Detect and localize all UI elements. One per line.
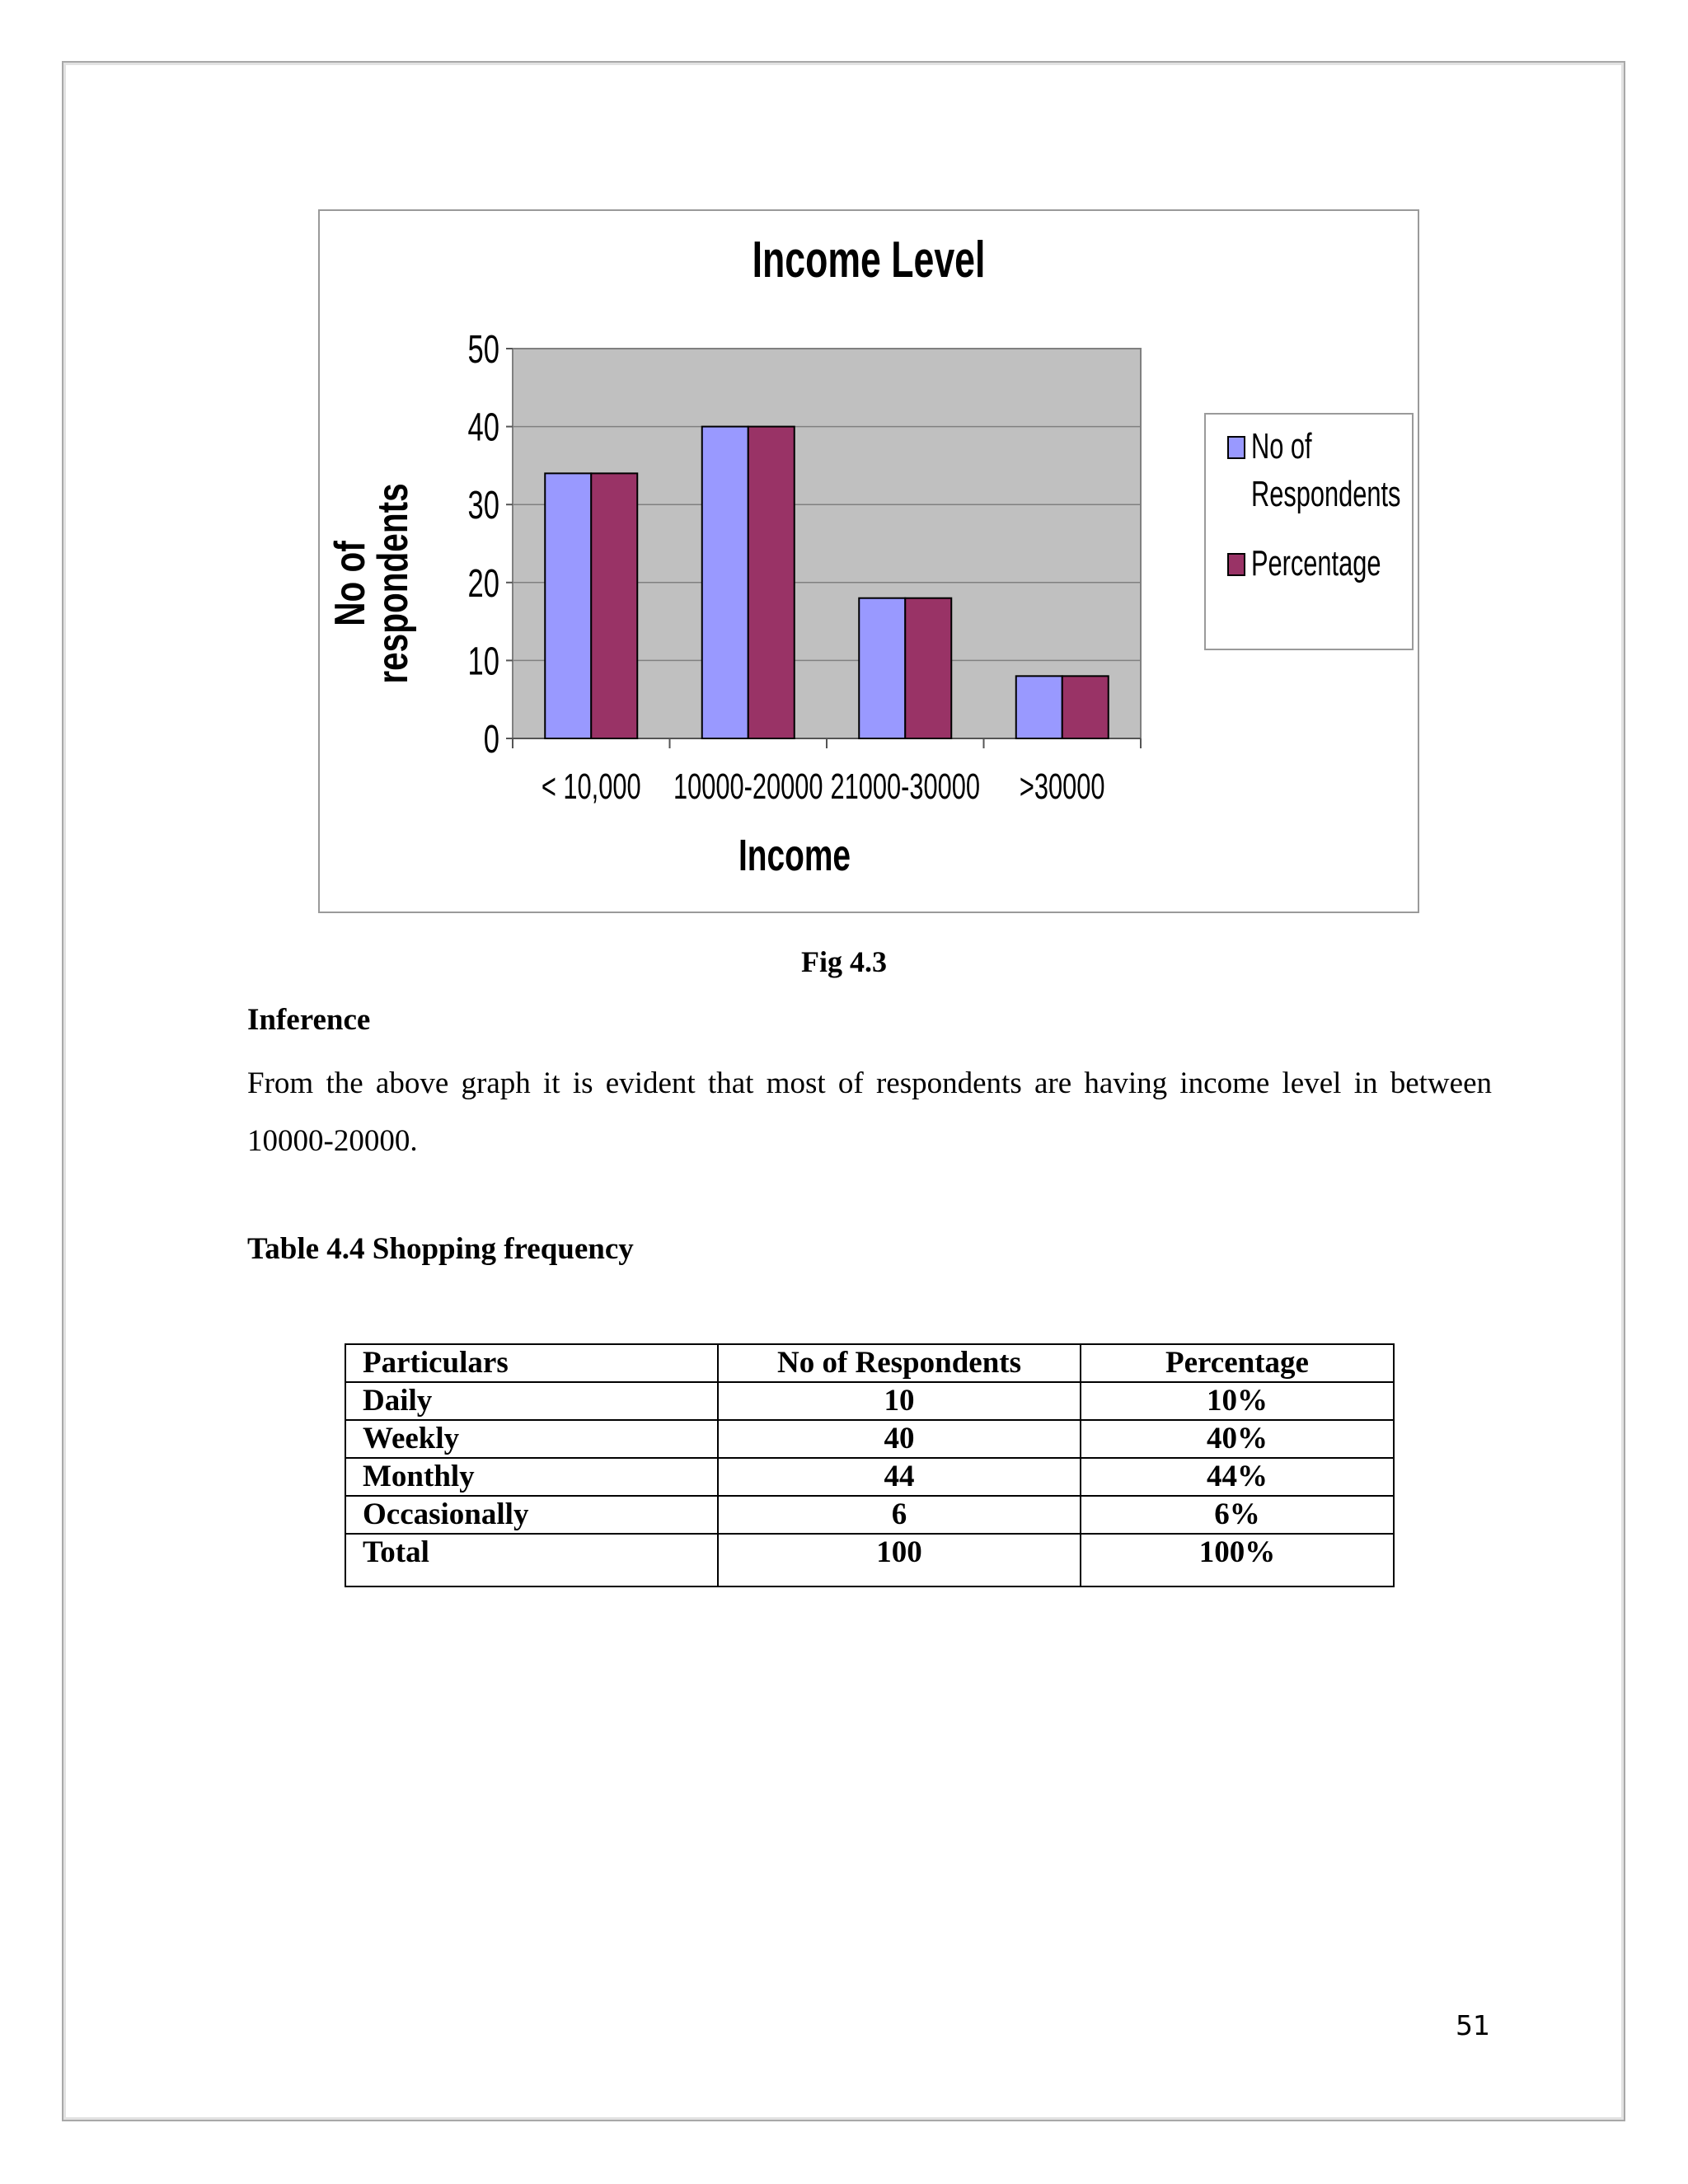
legend-label: Respondents xyxy=(1251,474,1401,515)
y-axis-title xyxy=(326,483,416,683)
x-tick-label: >30000 xyxy=(1019,766,1105,808)
table-header-cell: No of Respondents xyxy=(718,1344,1081,1382)
y-tick-label: 10 xyxy=(467,638,499,683)
page-number: 51 xyxy=(1456,2009,1490,2041)
table-cell: 44% xyxy=(1081,1458,1394,1496)
table-total-row xyxy=(345,1534,1394,1586)
income-level-chart xyxy=(318,209,1419,913)
table-row xyxy=(345,1496,1394,1534)
table-cell: 10% xyxy=(1081,1382,1394,1420)
y-tick-label: 30 xyxy=(467,482,499,527)
x-axis-title: Income xyxy=(738,829,851,880)
table-cell: 10 xyxy=(718,1382,1081,1420)
x-tick-label: 21000-30000 xyxy=(830,766,981,808)
table-cell: Occasionally xyxy=(345,1496,718,1534)
chart-canvas xyxy=(320,211,1418,912)
x-tick-label: < 10,000 xyxy=(541,766,641,808)
bar xyxy=(859,598,905,738)
table-cell: Total xyxy=(345,1534,718,1586)
table-cell: 6 xyxy=(718,1496,1081,1534)
inference-text: From the above graph it is evident that most of respondents are having income level in between 10000-20000. xyxy=(247,1066,1492,1158)
inference-heading: Inference xyxy=(247,1003,371,1037)
table-cell: 40% xyxy=(1081,1420,1394,1458)
figure-caption: Fig 4.3 xyxy=(801,945,887,978)
bar xyxy=(545,473,591,738)
legend-swatch xyxy=(1228,437,1245,458)
legend-label: No of xyxy=(1251,426,1312,467)
bar xyxy=(591,473,637,738)
legend-label: Percentage xyxy=(1251,543,1381,584)
bar xyxy=(905,598,951,738)
bar xyxy=(748,427,795,738)
table-cell: 6% xyxy=(1081,1496,1394,1534)
y-axis-title-line: respondents xyxy=(368,483,417,684)
table-header-cell: Percentage xyxy=(1081,1344,1394,1382)
bar xyxy=(1016,676,1062,738)
bar xyxy=(702,427,748,738)
table-header-row xyxy=(345,1344,1394,1382)
y-tick-label: 20 xyxy=(467,560,499,606)
legend-swatch xyxy=(1228,554,1245,575)
table-cell: 40 xyxy=(718,1420,1081,1458)
table-header-cell: Particulars xyxy=(345,1344,718,1382)
table-cell: Daily xyxy=(345,1382,718,1420)
y-tick-label: 0 xyxy=(483,716,499,762)
table-row xyxy=(345,1458,1394,1496)
table-cell: 100 xyxy=(718,1534,1081,1586)
table-cell: Monthly xyxy=(345,1458,718,1496)
bar xyxy=(1062,676,1109,738)
y-axis-title-line: No of xyxy=(326,541,374,626)
x-tick-label: 10000-20000 xyxy=(673,766,823,808)
chart-title: Income Level xyxy=(752,231,986,288)
table-cell: 44 xyxy=(718,1458,1081,1496)
table-cell: Weekly xyxy=(345,1420,718,1458)
table-title: Table 4.4 Shopping frequency xyxy=(247,1232,634,1266)
y-tick-label: 40 xyxy=(467,404,499,449)
table-row xyxy=(345,1382,1394,1420)
table-cell: 100% xyxy=(1081,1534,1394,1586)
y-tick-label: 50 xyxy=(467,326,499,372)
table-row xyxy=(345,1420,1394,1458)
shopping-frequency-table xyxy=(345,1343,1395,1587)
